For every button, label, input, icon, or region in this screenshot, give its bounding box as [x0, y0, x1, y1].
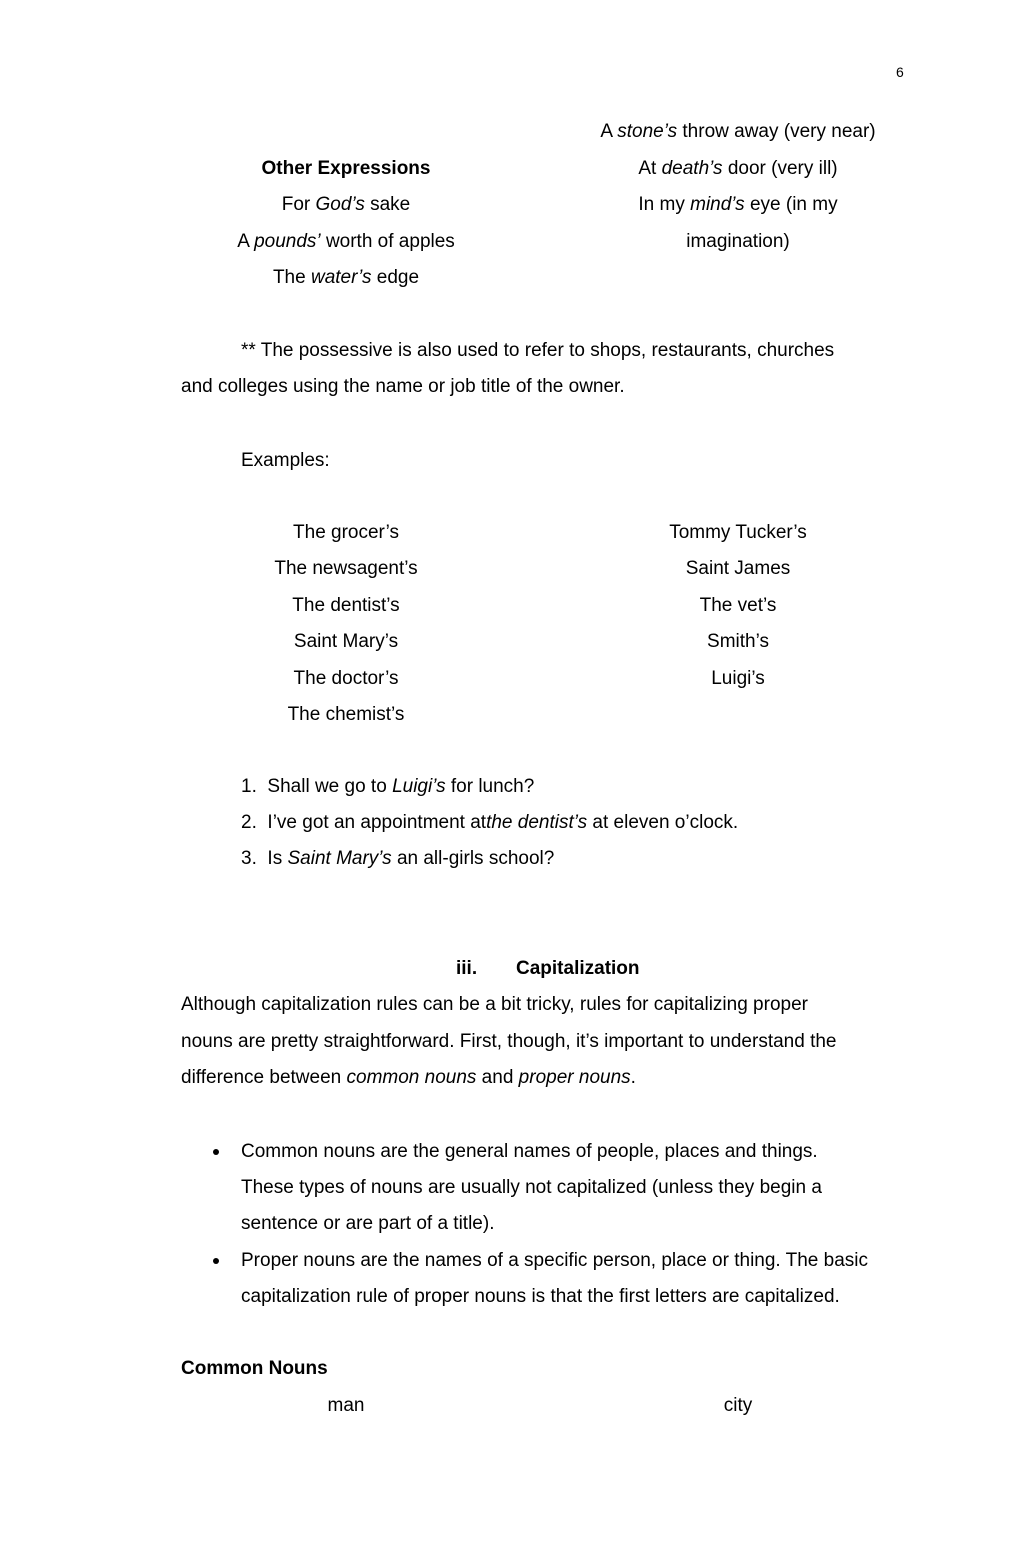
numbered-item-2: [241, 811, 738, 835]
paragraph-text: .: [630, 1067, 636, 1088]
section-title: Capitalization: [516, 958, 640, 979]
list-text: an all-girls school?: [391, 848, 555, 869]
list-emphasis: the dentist’s: [486, 812, 588, 833]
expression-right-1: [600, 120, 875, 144]
bullet-1-line-3: sentence or are part of a title).: [241, 1213, 495, 1234]
numbered-item-3: [241, 847, 554, 871]
expression-right-2: [638, 157, 837, 181]
bullet-1-line-1: Common nouns are the general names of people, places and things.: [241, 1141, 818, 1162]
expression-right-3: [638, 193, 837, 217]
common-noun-left: man: [327, 1395, 365, 1416]
capitalization-paragraph-line-3: [181, 1066, 636, 1090]
expression-text: The: [272, 267, 311, 288]
example-right-item: Tommy Tucker’s: [669, 522, 807, 543]
examples-label: Examples:: [241, 450, 330, 471]
list-emphasis: Luigi’s: [392, 776, 446, 797]
expression-left-1: [282, 193, 411, 217]
expression-left-2: [237, 230, 455, 254]
paragraph-emphasis: proper nouns: [518, 1067, 631, 1088]
example-left-item: Saint Mary’s: [293, 631, 399, 652]
list-text: at eleven o’clock.: [587, 812, 739, 833]
example-left-item: The newsagent’s: [274, 558, 418, 579]
common-noun-right: city: [723, 1395, 753, 1416]
other-expressions-heading: Other Expressions: [261, 158, 431, 179]
expression-text: eye (in my: [744, 194, 838, 215]
expression-emphasis: stone’s: [617, 121, 678, 142]
expression-text: worth of apples: [320, 231, 455, 252]
expression-text: throw away (very near): [677, 121, 876, 142]
capitalization-paragraph-line-2: nouns are pretty straightforward. First, though, it’s important to understand the: [181, 1031, 837, 1052]
expression-text: A: [237, 231, 255, 252]
numbered-item-1: [241, 775, 534, 799]
example-left-item: The chemist’s: [287, 704, 405, 725]
list-text: for lunch?: [445, 776, 535, 797]
expression-text: For: [281, 194, 316, 215]
expression-text: A: [600, 121, 618, 142]
paragraph-text: and: [476, 1067, 519, 1088]
list-number: 1.: [241, 776, 257, 797]
expression-text: edge: [371, 267, 420, 288]
section-numeral: iii.: [456, 958, 478, 979]
expression-right-4: [686, 230, 790, 254]
list-emphasis: Saint Mary’s: [287, 848, 392, 869]
bullet-2-line-2: capitalization rule of proper nouns is that the first letters are capitalized.: [241, 1286, 840, 1307]
example-left-item: The dentist’s: [292, 595, 400, 616]
expression-emphasis: God’s: [315, 194, 365, 215]
bullet-2-line-1: Proper nouns are the names of a specific person, place or thing. The basic: [241, 1250, 869, 1271]
expression-emphasis: death’s: [661, 158, 723, 179]
expression-text: At: [638, 158, 662, 179]
expression-emphasis: pounds’: [254, 231, 321, 252]
example-right-item: The vet’s: [699, 595, 777, 616]
paragraph-text: difference between: [181, 1067, 347, 1088]
expression-text: door (very ill): [722, 158, 838, 179]
page-number: 6: [896, 64, 904, 80]
expression-emphasis: mind’s: [690, 194, 745, 215]
expression-text: In my: [638, 194, 691, 215]
expression-left-3: [273, 266, 419, 290]
expression-text: sake: [364, 194, 411, 215]
paragraph-emphasis: common nouns: [346, 1067, 477, 1088]
bullet-icon: [213, 1258, 219, 1264]
possessive-note-line-2: and colleges using the name or job title of the owner.: [181, 376, 625, 397]
example-right-item: Luigi’s: [711, 668, 765, 689]
possessive-note-line-1: ** The possessive is also used to refer to shops, restaurants, churches: [241, 340, 835, 361]
example-right-item: Smith’s: [707, 631, 769, 652]
list-number: 3.: [241, 848, 257, 869]
list-text: Is: [267, 848, 288, 869]
bullet-1-line-2: These types of nouns are usually not capitalized (unless they begin a: [241, 1177, 822, 1198]
list-text: I’ve got an appointment at: [267, 812, 487, 833]
example-right-item: Saint James: [685, 558, 791, 579]
expression-text: imagination): [686, 231, 790, 252]
list-number: 2.: [241, 812, 257, 833]
example-left-item: The doctor’s: [293, 668, 399, 689]
example-left-item: The grocer’s: [293, 522, 399, 543]
common-nouns-heading: Common Nouns: [181, 1358, 328, 1379]
capitalization-paragraph-line-1: Although capitalization rules can be a bit tricky, rules for capitalizing proper: [181, 994, 808, 1015]
expression-emphasis: water’s: [310, 267, 372, 288]
bullet-icon: [213, 1149, 219, 1155]
list-text: Shall we go to: [267, 776, 393, 797]
